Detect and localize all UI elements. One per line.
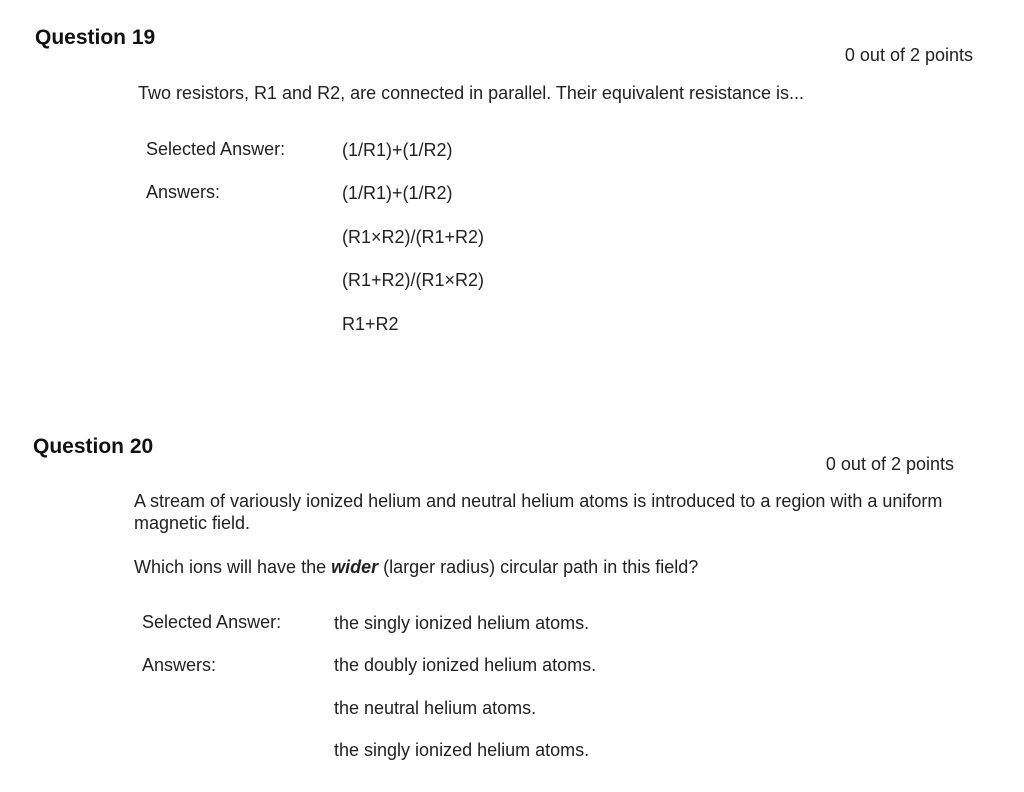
selected-answer-value: the singly ionized helium atoms. <box>334 613 590 633</box>
answer-option: the neutral helium atoms. <box>334 698 537 718</box>
selected-answer-value: (1/R1)+(1/R2) <box>342 140 453 160</box>
question-text: Two resistors, R1 and R2, are connected in parallel. Their equivalent resistance is... <box>138 83 804 103</box>
answer-option: (R1×R2)/(R1+R2) <box>342 227 485 247</box>
question-score: 0 out of 2 points <box>825 454 954 474</box>
answers-label: Answers: <box>142 655 217 675</box>
selected-answer-label: Selected Answer: <box>146 139 286 159</box>
question-prompt <box>134 556 698 578</box>
answer-option: (R1+R2)/(R1×R2) <box>342 270 485 290</box>
question-score: 0 out of 2 points <box>844 45 973 65</box>
question-title: Question 20 <box>33 435 154 458</box>
answer-option: the singly ionized helium atoms. <box>334 740 590 760</box>
selected-answer-label: Selected Answer: <box>142 612 282 632</box>
question-prompt-after: (larger radius) circular path in this field? <box>378 557 699 577</box>
answer-option: (1/R1)+(1/R2) <box>342 183 453 203</box>
question-prompt-before: Which ions will have the <box>134 557 332 577</box>
answer-option: R1+R2 <box>342 314 399 334</box>
answers-label: Answers: <box>146 182 221 202</box>
answer-option: the doubly ionized helium atoms. <box>334 655 597 675</box>
question-title: Question 19 <box>35 26 156 49</box>
question-text: A stream of variously ionized helium and neutral helium atoms is introduced to a region with a uniform magnetic field. <box>134 491 943 533</box>
question-prompt-emphasis: wider <box>331 557 379 577</box>
